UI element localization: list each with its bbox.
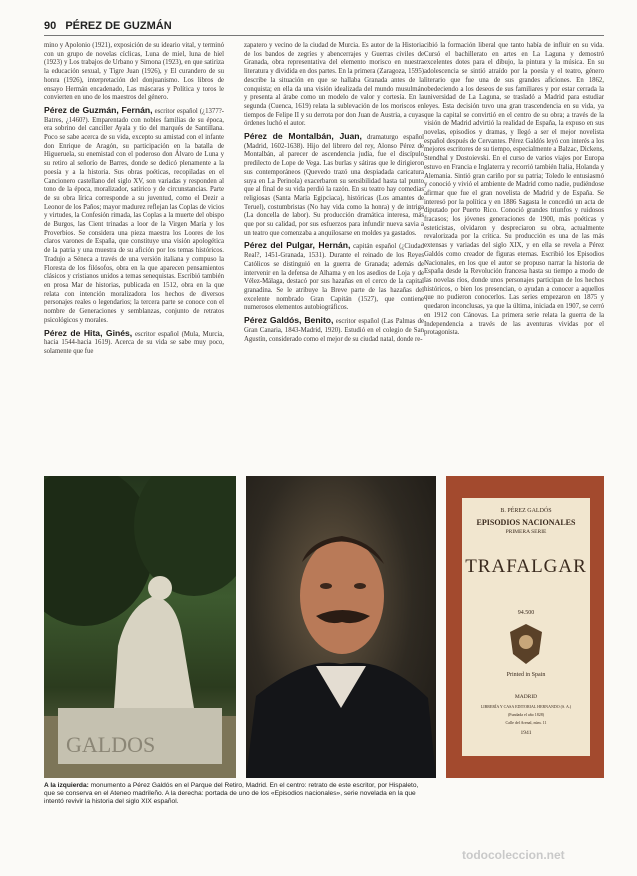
running-header <box>44 20 604 36</box>
caption-text: monumento a Pérez Galdós en el Parque del Retiro, Madrid. En el centro: retrato de este escritor, por Hispaleto, que se conserva en el Ateneo madrileño. A la derecha: portada de uno de los «Episodios nacionales», serie novelada en la que intentó revivir la historia del siglo XIX español. <box>44 782 419 806</box>
entry-title: Pérez Galdós, Benito, <box>244 315 334 326</box>
cover-title: TRAFALGAR <box>465 556 587 577</box>
photo-caption <box>44 782 424 807</box>
tree-foliage <box>134 476 236 596</box>
entry-text: escritor español (Las Palmas de Gran Canaria, 1843-Madrid, 1920). Estudió en el colegio de San Agustín, considerado como el mejor de su ciudad natal, donde re- <box>244 318 424 343</box>
portrait-illustration <box>246 476 436 778</box>
paragraph: mino y Apolonio (1921), exposición de su ideario vital, y terminó con un grupo de novelas cíclicas, Luna de miel, luna de hiel (1923) y Los trabajos de Urbano y Simona (1923), en que satiriza la educación sexual, y Tigre Juan (1926), y El curandero de su honra (1926), interpretación del donjuanismo. Los libros de ensayo Hermán encadenado, Las máscaras y Política y toros le convierten en uno de los maestros del género. <box>44 42 224 102</box>
book-cover-photo <box>446 476 604 778</box>
entry-text: escritor español (Mula, Murcia, hacia 1544-hacia 1619). Acerca de su vida se sabe muy poco, solamente que fue <box>44 330 224 355</box>
monument-photo <box>44 476 236 778</box>
text-column-3 <box>424 42 604 341</box>
cover-publisher: LIBRERÍA Y CASA EDITORIAL HERNANDO (S. A.) <box>480 704 572 709</box>
entry-title: Pérez de Hita, Ginés, <box>44 327 133 338</box>
paragraph: zapatero y vecino de la ciudad de Murcia. Es autor de la Historia de los bandos de zegríes y abencerrajes y Guerras civiles de Granada, obra representativa del elemento morisco en nuestra literatura y dividida en dos partes. En la primera (Zaragoza, 1595) describe la situación en que se hallaba Granada antes de la conquista; en ella da una visión idealizada del mundo musulmán y presenta al árabe como un modelo de valor y cortesía. En la segunda (Cuenca, 1619) relata la sublevación de los moriscos en tiempos de Felipe II y su derrota por don Juan de Austria, a cuyas órdenes luchó el autor. <box>244 42 424 128</box>
emblem-center <box>519 635 533 649</box>
text-column-1 <box>44 42 224 360</box>
plinth-inscription: GALDOS <box>66 732 156 757</box>
cover-number: 94.500 <box>517 610 535 616</box>
watermark: todocoleccion.net <box>462 848 565 862</box>
portrait-painting <box>246 476 436 778</box>
entry-title: Pérez de Montalbán, Juan, <box>244 131 362 142</box>
face <box>300 538 384 654</box>
entry-text: capitán español (¿Ciudad Real?, 1451-Granada, 1531). Durante el reinado de los Reyes Católicos se distinguió en la guerra de Granada; además de intervenir en la defensa de Alhama y en los asedios de Loja y de Vélez-Málaga, destacó por sus hazañas en el cerco de la capital granadina. Se le atribuye la Breve parte de las hazañas del excelente nombrado Gran Capitán (1527), que contiene numerosos elementos autobiográficos. <box>244 243 424 312</box>
cover-series-sub: PRIMERA SERIE <box>505 529 547 535</box>
eye <box>320 583 332 589</box>
entry-title: Pérez del Pulgar, Hernán, <box>244 240 351 251</box>
header-rule <box>44 35 604 36</box>
emblem-icon <box>506 622 546 666</box>
caption-intro: A la izquierda: <box>44 782 89 789</box>
entry-title: Pérez de Guzmán, Fernán, <box>44 104 153 115</box>
statue-head <box>148 576 172 600</box>
seated-statue <box>114 596 194 708</box>
cover-series: EPISODIOS NACIONALES <box>476 518 576 527</box>
photo-strip <box>44 476 604 778</box>
entry-text: escritor español (¿1377?-Batres, ¿1460?). Emparentado con nobles familias de su época, era sobrino del canciller Ayala y tío del marqués de Santillana. Poco se sabe acerca de su vida, excepto su amistad con el infante don Enrique de Aragón, su participación en la batalla de Higueruela, su enemistad con el poderoso don Álvaro de Luna y su retiro al señorío de Barres, donde se dedicó plenamente a la poesía y a la historia. Sus obras poéticas, recopiladas en el Cancionero castellano del siglo XV, son variadas y responden al tono de la época, moralizador, satírico y de circunstancias. Parte de su obra lírica corresponde a su juventud, como el Dezir a Leonor de los Paños; mayor madurez reflejan las Coplas de vicios y virtudes, la Confesión rimada, las Coplas a la muerte del obispo de Burgos, las Cient trinadas a loor de la Virgen María y los Proverbios. Se considera una pieza maestra los Loores de los claros varones de España, que constituye una visión apologética de la patria y una muestra de su afición por los temas históricos. Tradujo a Séneca a través de una versión italiana y compuso la Floresta de los filósofos, obra en la que aparecen pensamientos clásicos y cristianos unidos a temas senequistas. Escribió también en prosa Mar de historias, publicada en 1512, obra en la que relata con intención moralizadora los hechos de diversos personajes reales o legendarios; la tercera parte se conoce con el nombre de Generaciones y semblanzas, conjunto de retratos psicológicos y morales. <box>44 107 225 324</box>
cover-city: MADRID <box>514 694 538 700</box>
cover-founded: (Fundada el año 1828) <box>507 712 545 717</box>
entry-paragraph <box>44 329 224 357</box>
monument-illustration <box>44 476 236 778</box>
entry-paragraph <box>244 241 424 313</box>
cover-author: B. PÉREZ GALDÓS <box>500 508 552 514</box>
book-cover <box>462 498 590 756</box>
entry-paragraph <box>44 106 224 326</box>
publisher-emblem <box>462 622 590 671</box>
tree-foliage <box>44 476 154 626</box>
paragraph: cibió la formación liberal que tanto había de influir en su vida. Cursó el bachillerato en artes en La Laguna y demostró excelentes dotes para el dibujo, la pintura y la música. En su adolescencia se sintió atraído por la poesía y el teatro, género literario que fue una de sus grandes aficiones. En 1862, obedeciendo a los deseos de sus familiares y por estar cerrada la universidad de La Laguna, se trasladó a Madrid para estudiar leyes. Esta decisión tuvo una gran trascendencia en su vida, ya que la capital se convirtió en el centro de su obra; a través de la visión de Madrid advirtió la realidad de España, la expuso en sus novelas, episodios y dramas, y llegó a ser el mejor novelista español después de Cervantes. Pérez Galdós leyó con interés a los mejores escritores de su tiempo, especialmente a Balzac, Dickens, Stendhal y Dostoievski. En el curso de varios viajes por Europa estuvo en Francia e Inglaterra y recorrió también Italia, Holanda y Alemania. Sintió gran cariño por su patria; Toledo le entusiasmó y conoció y vivió el ambiente de Madrid como nadie, pudiéndose afirmar que fue el gran novelista de Madrid y de España. Se interesó por la política y en 1886 Sagasta le concedió un acta de diputado por Puerto Rico. Conoció grandes triunfos y ruidosos fracasos; los jóvenes generaciones de 1900, más poéticas y esteticistas, olvidaron y despreciaron su obra, actualmente revalorizada por la crítica. Su producción es una de las más extensas y variadas del siglo XIX, y en ella se revela a Pérez Galdós como creador de figuras eternas. Escribió los Episodios Nacionales, en los que el autor se propuso narrar la historia de España desde la Revolución francesa hasta su tiempo a modo de las novelas ríos, donde unos personajes participan de los hechos históricos, o bien los presencian, o ayudan a conocer a aquellos que no pudieron conocerlos. Las series empezaron en 1875 y quedaron inconclusas, ya que la última, iniciada en 1907, se cerró en 1912 con Cánovas. La primera serie relata la guerra de la Independencia a través de las aventuras vividas por el protagonista. <box>424 42 604 337</box>
entry-text: dramaturgo español (Madrid, 1602-1638). Hijo del librero del rey, Alonso Pérez de Montalbán, al parecer de ascendencia judía, fue el discípulo predilecto de Lope de Vega. Las burlas y sátiras que le dirigieron sus contemporáneos (Quevedo trazó una despiadada caricatura suya en La Perinola) exacerbaron su sensibilidad hasta tal punto que al final de su vida perdió la razón. En su teatro hay comedias religiosas (Santa María Egipciaca), históricas (Los amantes de Teruel), costumbristas (No hay vida como la honra) y de intriga (La doncella de labor). Su producción dramática interesa, más que por su calidad, por sus esfuerzos para infundir nueva savia a un teatro que comenzaba a anquilosarse en moldes ya gastados. <box>244 134 425 237</box>
entry-paragraph <box>244 132 424 238</box>
cover-year: 1941 <box>520 730 532 736</box>
running-head: PÉREZ DE GUZMÁN <box>65 20 172 32</box>
cover-address: Calle del Arenal, núm. 11 <box>505 720 547 725</box>
cover-printed: Printed in Spain <box>506 672 546 678</box>
entry-paragraph <box>244 316 424 344</box>
eye <box>354 583 366 589</box>
page-number: 90 <box>44 20 57 32</box>
text-column-2 <box>244 42 424 347</box>
